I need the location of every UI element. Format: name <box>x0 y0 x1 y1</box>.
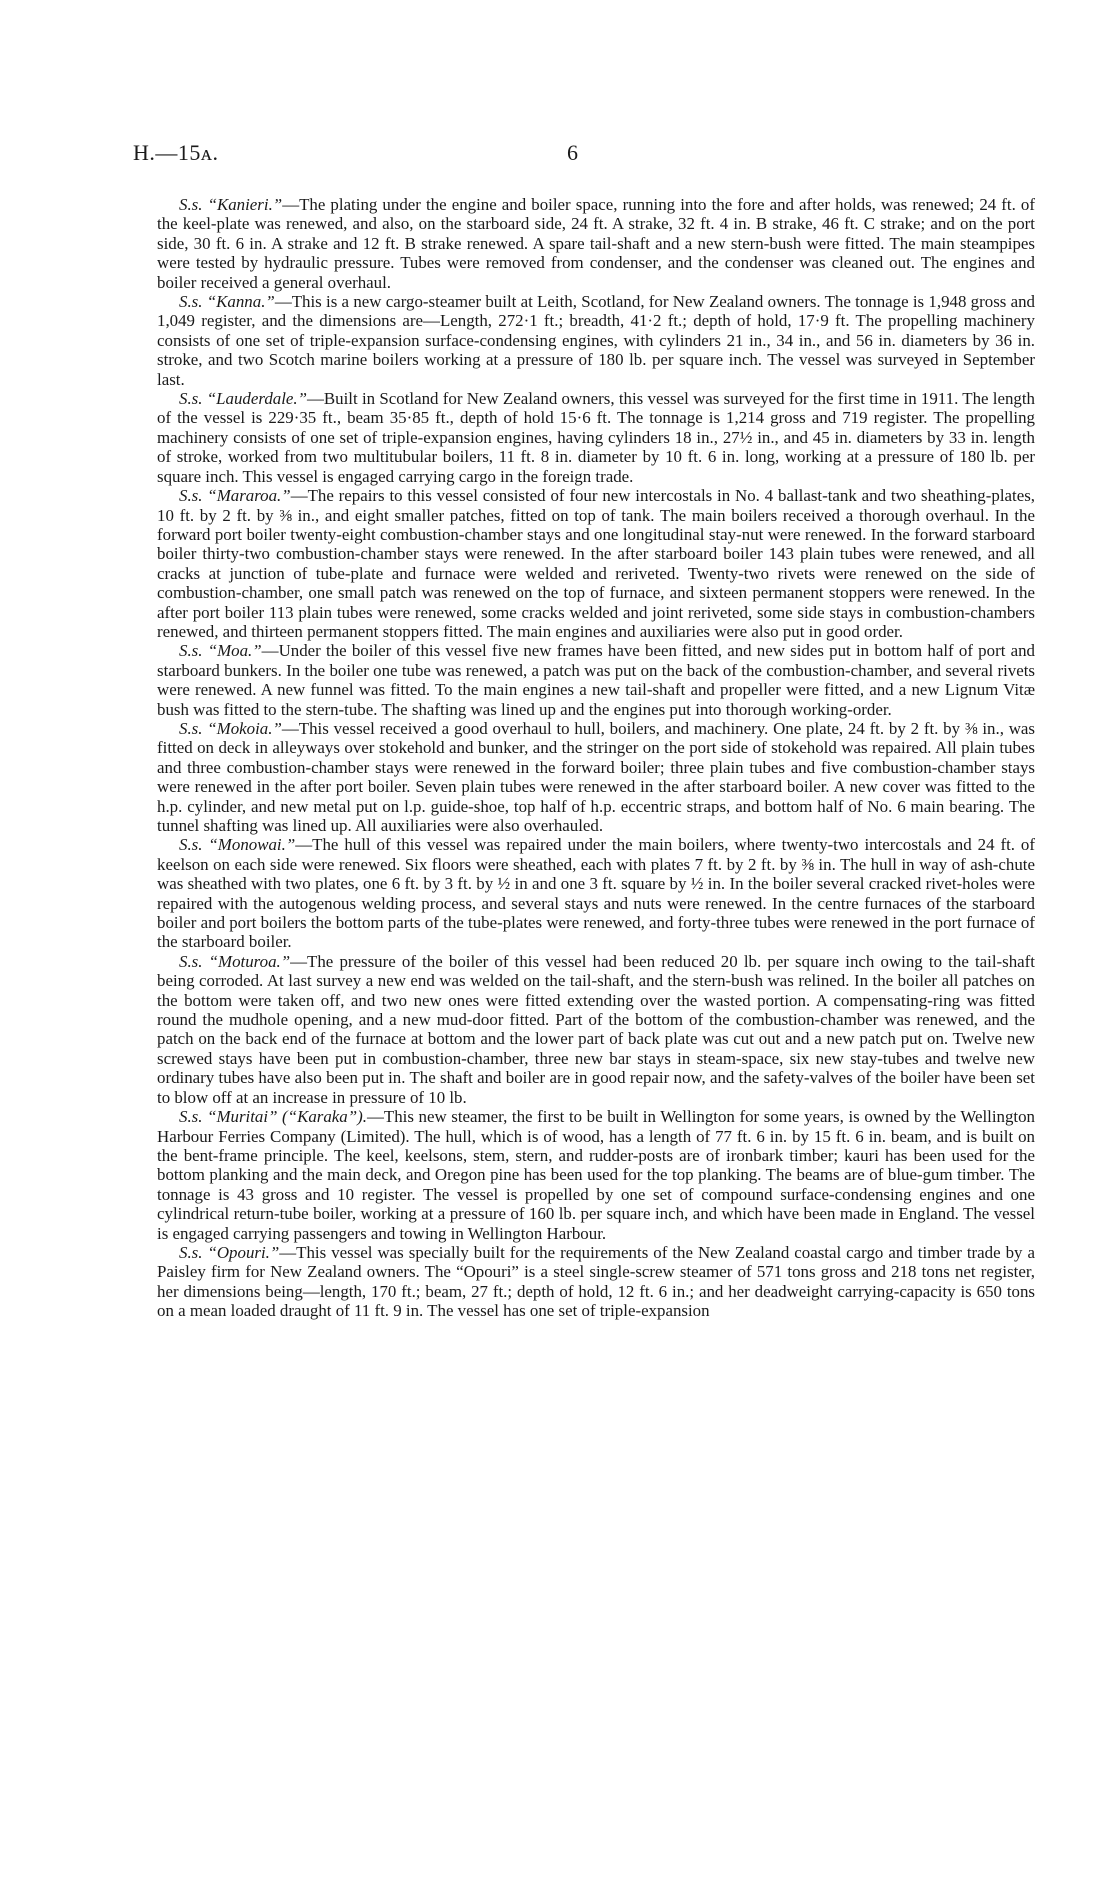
paragraph-text: —Under the boiler of this vessel five new frames have been fitted, and new sides put in bottom half of port and starboard bunkers. In the boiler one tube was renewed, a patch was put on the back of the combustion-chamber, and several rivets were renewed. A new funnel was fitted. To the main engines a new tail-shaft and propeller were fitted, and a new Lignum Vitæ bush was fitted to the stern-tube. The shafting was lined up and the engines put into thorough working-order. <box>157 641 1035 719</box>
document-reference: H.—15ᴀ. <box>133 140 219 165</box>
ship-prefix: S.s. <box>179 641 208 661</box>
ship-prefix: S.s. <box>179 195 208 214</box>
paragraph-text: —This new steamer, the first to be built in Wellington for some years, is owned by the Wellington Harbour Ferries Company (Limited). The hull, which is of wood, has a length of 77 ft. 6 in. by 15 ft. 6 in. beam, and is built on the bent-frame principle. The keel, keelsons, stem, stern, and rudder-posts are of ironbark timber; kauri has been used for the bottom planking and the main deck, and Oregon pine has been used for the top planking. The beams are of blue-gum timber. The tonnage is 43 gross and 10 register. The vessel is propelled by one set of compound surface-condensing engines and one cylindrical return-tube boiler, working at a pressure of 160 lb. per square inch, and which have been made in England. The vessel is engaged carrying passengers and towing in Wellington Harbour. <box>157 1107 1035 1243</box>
ship-prefix: S.s. <box>179 951 209 971</box>
page-number: 6 <box>567 140 578 165</box>
ship-name: “Moturoa.” <box>208 951 291 971</box>
ship-prefix: S.s. <box>179 718 208 738</box>
paragraph-mararoa <box>157 486 1035 641</box>
paragraph-kanieri <box>157 195 1035 292</box>
page-header <box>133 140 1033 170</box>
ship-prefix: S.s. <box>179 486 208 506</box>
ship-name: “Mararoa.” <box>207 486 291 506</box>
paragraph-kanna <box>157 292 1035 389</box>
ship-name: “Mokoia.” <box>207 718 282 738</box>
ship-prefix: S.s. <box>179 1242 208 1262</box>
paragraph-muritai <box>157 1107 1035 1243</box>
paragraph-text: —This is a new cargo-steamer built at Leith, Scotland, for New Zealand owners. The tonnage is 1,948 gross and 1,049 register, and the dimensions are—Length, 272·1 ft.; breadth, 41·2 ft.; depth of hold, 17·9 ft. The propelling machinery consists of one set of triple-expansion surface-condensing engines, with cylinders 21 in., 34 in., and 56 in. diameters by 36 in. stroke, and two Scotch marine boilers working at a pressure of 180 lb. per square inch. The vessel was surveyed in September last. <box>157 292 1036 389</box>
paragraph-text: —The repairs to this vessel consisted of four new intercostals in No. 4 ballast-tank and two sheathing-plates, 10 ft. by 2 ft. by ⅜ in., and eight smaller patches, fitted on top of tank. The main boilers received a thorough overhaul. In the forward port boiler twenty-eight combustion-chamber stays and one longitudinal stay-nut were renewed. In the forward starboard boiler thirty-two combustion-chamber stays were renewed. In the after starboard boiler 143 plain tubes were renewed, and all cracks at junction of tube-plate and furnace were welded and reriveted. Twenty-two rivets were renewed on the side of combustion-chamber, one small patch was renewed on the top of furnace, and sixteen permanent stoppers were renewed. In the after port boiler 113 plain tubes were renewed, some cracks welded and joint reriveted, some side stays in combustion-chambers renewed, and thirteen permanent stoppers fitted. The main engines and auxiliaries were also put in good order. <box>157 486 1035 641</box>
ship-name: “Monowai.” <box>208 835 296 855</box>
paragraph-monowai <box>157 835 1035 951</box>
paragraph-text: —The pressure of the boiler of this vessel had been reduced 20 lb. per square inch owing to the tail-shaft being corroded. At last survey a new end was welded on the tail-shaft, and the stern-bush was relined. In the boiler all patches on the bottom were taken off, and two new ones were fitted extending over the wasted portion. A compensating-ring was fitted round the mudhole opening, and a new mud-door fitted. Part of the bottom of the combustion-chamber was renewed, and the patch on the back end of the furnace at bottom and the lower part of back plate was cut out and a new patch put on. Twelve new screwed stays have been put in combustion-chamber, three new bar stays in steam-space, six new stay-tubes and twelve new ordinary tubes have also been put in. The shaft and boiler are in good repair now, and the safety-valves of the boiler have been set to blow off at an increase in pressure of 10 lb. <box>157 951 1035 1107</box>
ship-prefix: S.s. <box>179 389 207 409</box>
ship-name: “Opouri.” <box>207 1242 280 1262</box>
paragraph-lauderdale <box>157 389 1035 486</box>
ship-prefix: S.s. <box>179 292 207 312</box>
paragraph-mokoia <box>157 719 1035 835</box>
paragraph-moa <box>157 641 1035 719</box>
ship-name: “Kanna.” <box>206 292 275 312</box>
ship-prefix: S.s. <box>179 835 209 855</box>
paragraph-opouri <box>157 1243 1035 1321</box>
paragraph-moturoa <box>157 952 1035 1107</box>
paragraph-text: —This vessel was specially built for the requirements of the New Zealand coastal cargo and timber trade by a Paisley firm for New Zealand owners. The “Opouri” is a steel single-screw steamer of 571 tons gross and 218 tons net register, her dimensions being—length, 170 ft.; beam, 27 ft.; depth of hold, 12 ft. 6 in.; and her deadweight carrying-capacity is 650 tons on a mean loaded draught of 11 ft. 9 in. The vessel has one set of triple-expansion <box>157 1242 1036 1321</box>
ship-name: “Kanieri.” <box>207 195 283 214</box>
paragraph-text: —The hull of this vessel was repaired under the main boilers, where twenty-two intercostals and 24 ft. of keelson on each side were renewed. Six floors were sheathed, each with plates 7 ft. by 2 ft. by ⅜ in. The hull in way of ash-chute was sheathed with two plates, one 6 ft. by 3 ft. by ½ in and one 3 ft. square by ½ in. In the boiler several cracked rivet-holes were repaired with the autogenous welding process, and several stays and nuts were renewed. In the centre furnaces of the starboard boiler and port boilers the bottom parts of the tube-plates were renewed, and forty-three tubes were renewed in the port furnace of the starboard boiler. <box>157 835 1035 952</box>
paragraph-text: —The plating under the engine and boiler space, running into the fore and after holds, was renewed; 24 ft. of the keel-plate was renewed, and also, on the starboard side, 24 ft. A strake, 32 ft. 4 in. B strake, 46 ft. C strake; and on the port side, 30 ft. 6 in. A strake and 12 ft. B strake renewed. A spare tail-shaft and a new stern-bush were fitted. The main steampipes were tested by hydraulic pressure. Tubes were removed from condenser, and the condenser was cleaned out. The engines and boiler received a general overhaul. <box>157 195 1036 292</box>
ship-name: “Lauderdale.” <box>206 389 308 409</box>
ship-prefix: S.s. <box>179 1107 208 1127</box>
paragraph-text: —Built in Scotland for New Zealand owners, this vessel was surveyed for the first time in 1911. The length of the vessel is 229·35 ft., beam 35·85 ft., depth of hold 15·6 ft. The tonnage is 1,214 gross and 719 register. The propelling machinery consists of one set of triple-expansion engines, having cylinders 18 in., 27½ in., and 45 in. diameters by 33 in. length of stroke, worked from two multitubular boilers, 11 ft. 8 in. diameter by 10 ft. 6 in. long, working at a pressure of 180 lb. per square inch. This vessel is engaged carrying cargo in the foreign trade. <box>157 389 1036 486</box>
paragraph-text: —This vessel received a good overhaul to hull, boilers, and machinery. One plate, 24 ft. by 2 ft. by ⅜ in., was fitted on deck in alleyways over stokehold and bunker, and the stringer on the port side of stokehold was repaired. All plain tubes and three combustion-chamber stays were renewed in the forward boiler; three plain tubes and five combustion-chamber stays were renewed in the after port boiler. Seven plain tubes were renewed in the after starboard boiler. A new cover was fitted to the h.p. cylinder, and new metal put on l.p. guide-shoe, top half of h.p. eccentric straps, and bottom half of No. 6 main bearing. The tunnel shafting was lined up. All auxiliaries were also overhauled. <box>157 718 1035 835</box>
body-text <box>157 195 1035 1321</box>
ship-name: “Moa.” <box>207 641 262 661</box>
ship-name: “Muritai” (“Karaka”). <box>207 1107 367 1127</box>
